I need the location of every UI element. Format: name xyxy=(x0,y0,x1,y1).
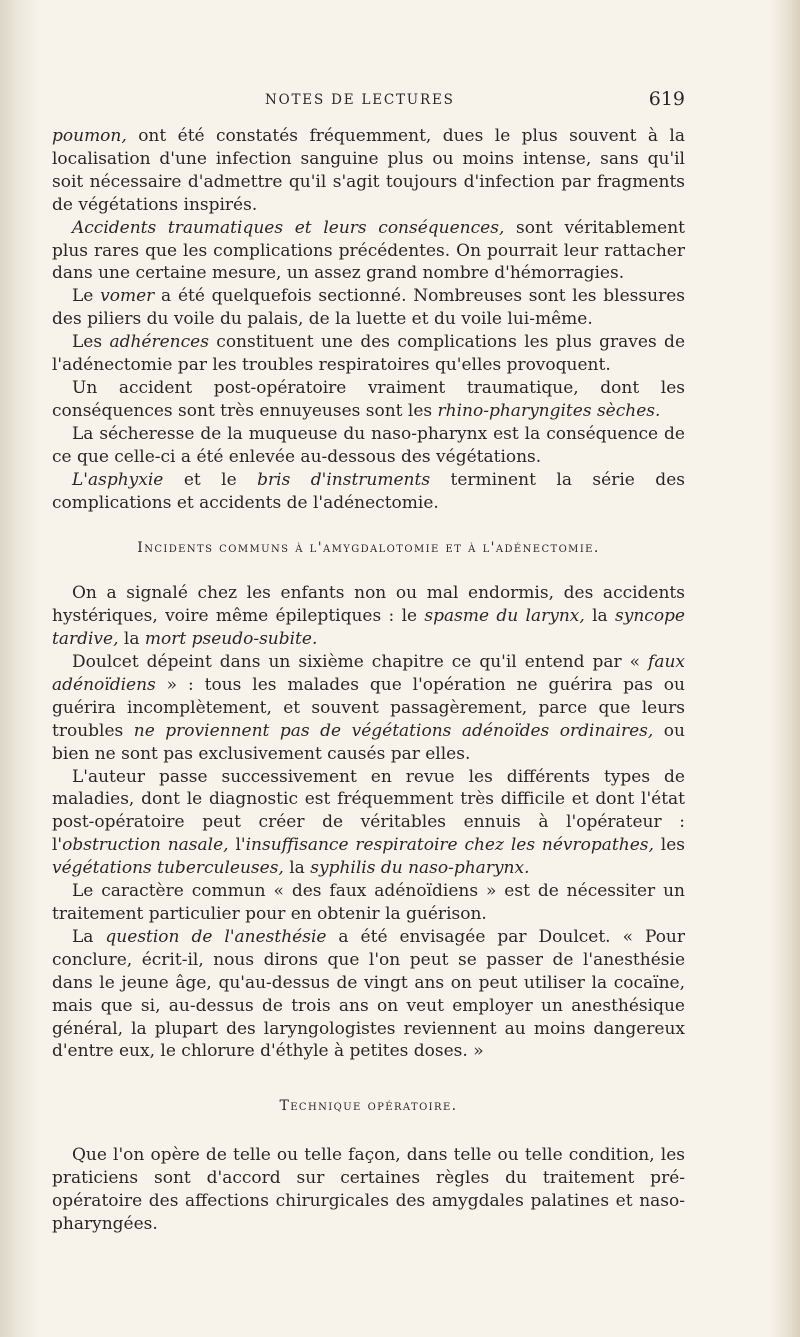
emphasis: végétations tuberculeuses, xyxy=(52,858,284,879)
emphasis: mort pseudo-subite. xyxy=(144,629,318,650)
emphasis: poumon, xyxy=(52,126,127,146)
paragraph: L'auteur passe successivement en revue les différents types de maladies, dont le diagnostic est fréquemment très difficile et dont l'état post-opératoire peut créer de véritables ennuis à l'opérateur : l'obstruction nasale, l'insuffisance respiratoire chez les névropathes, les végétations tuberculeuses, la syphilis du naso-pharynx. xyxy=(52,766,685,879)
body-text xyxy=(52,125,685,1236)
paragraph: L'asphyxie et le bris d'instruments terminent la série des complications et accidents de l'adénectomie. xyxy=(52,469,685,513)
running-head xyxy=(60,88,685,118)
emphasis: insuffisance respiratoire chez les névropathes, xyxy=(245,835,654,856)
emphasis: question de l'anesthésie xyxy=(105,926,327,947)
emphasis: adhérences xyxy=(109,332,209,353)
emphasis: bris d'instruments xyxy=(257,469,431,490)
emphasis: obstruction nasale, xyxy=(62,835,229,856)
paragraph: Un accident post-opératoire vraiment traumatique, dont les conséquences sont très ennuyeuses sont les rhino-pharyngites sèches. xyxy=(52,377,685,421)
paragraph: La sécheresse de la muqueuse du naso-pharynx est la conséquence de ce que celle-ci a été enlevée au-dessous des végétations. xyxy=(52,423,685,467)
emphasis: L'asphyxie xyxy=(72,469,164,490)
paragraph: Les adhérences constituent une des complications les plus graves de l'adénectomie par les troubles respiratoires qu'elles provoquent. xyxy=(52,332,685,376)
emphasis: rhino-pharyngites sèches. xyxy=(437,400,661,421)
section-heading: Incidents communs à l'amygdalotomie et à l'adénectomie. xyxy=(137,540,600,557)
paragraph: Doulcet dépeint dans un sixième chapitre ce qu'il entend par « faux adénoïdiens » : tous les malades que l'opération ne guérira pas ou guérira incomplètement, et souvent passagèrement, parce que leurs troubles ne proviennent pas de végétations adénoïdes ordinaires, ou bien ne sont pas exclusivement causés par elles. xyxy=(52,652,685,764)
emphasis: ne proviennent pas de végétations adénoïdes ordinaires, xyxy=(133,720,654,741)
running-title: NOTES DE LECTURES xyxy=(265,92,455,108)
paragraph: poumon, ont été constatés fréquemment, dues le plus souvent à la localisation d'une infection sanguine plus ou moins intense, sans qu'il soit nécessaire d'admettre qu'il s'agit toujours d'infection par fragments de végétations inspirés. xyxy=(52,126,685,215)
page-number: 619 xyxy=(648,88,685,110)
paragraph: Accidents traumatiques et leurs conséquences, sont véritablement plus rares que les complications précédentes. On pourrait leur rattacher dans une certaine mesure, un assez grand nombre d'hémorragies. xyxy=(52,217,685,284)
emphasis: vomer xyxy=(100,286,155,307)
emphasis: syphilis du naso-pharynx. xyxy=(310,858,530,879)
emphasis: Accidents traumatiques et leurs conséquences, xyxy=(72,217,505,238)
paragraph: On a signalé chez les enfants non ou mal endormis, des accidents hystériques, voire même épileptiques : le spasme du larynx, la syncope tardive, la mort pseudo-subite. xyxy=(52,583,685,650)
emphasis: faux adénoïdiens xyxy=(52,652,685,695)
paragraph: La question de l'anesthésie a été envisagée par Doulcet. « Pour conclure, écrit-il, nous dirons que l'on peut se passer de l'anesthésie dans le jeune âge, qu'au-dessus de vingt ans on peut utiliser la cocaïne, mais que si, au-dessus de trois ans on veut employer un anesthésique général, la plupart des laryngologistes reviennent au moins dangereux d'entre eux, le chlorure d'éthyle à petites doses. » xyxy=(52,926,686,1062)
paragraph: Le vomer a été quelquefois sectionné. Nombreuses sont les blessures des piliers du voile du palais, de la luette et du voile lui-même. xyxy=(52,286,685,330)
emphasis: syncope tardive, xyxy=(52,606,685,650)
paragraph: Que l'on opère de telle ou telle façon, dans telle ou telle condition, les praticiens sont d'accord sur certaines règles du traitement pré-opératoire des affections chirurgicales des amygdales palatines et naso-pharyngées. xyxy=(52,1145,685,1234)
emphasis: spasme du larynx, xyxy=(424,606,585,627)
section-heading: Technique opératoire. xyxy=(279,1098,458,1115)
paragraph: Le caractère commun « des faux adénoïdiens » est de nécessiter un traitement particulier pour en obtenir la guérison. xyxy=(52,881,685,924)
